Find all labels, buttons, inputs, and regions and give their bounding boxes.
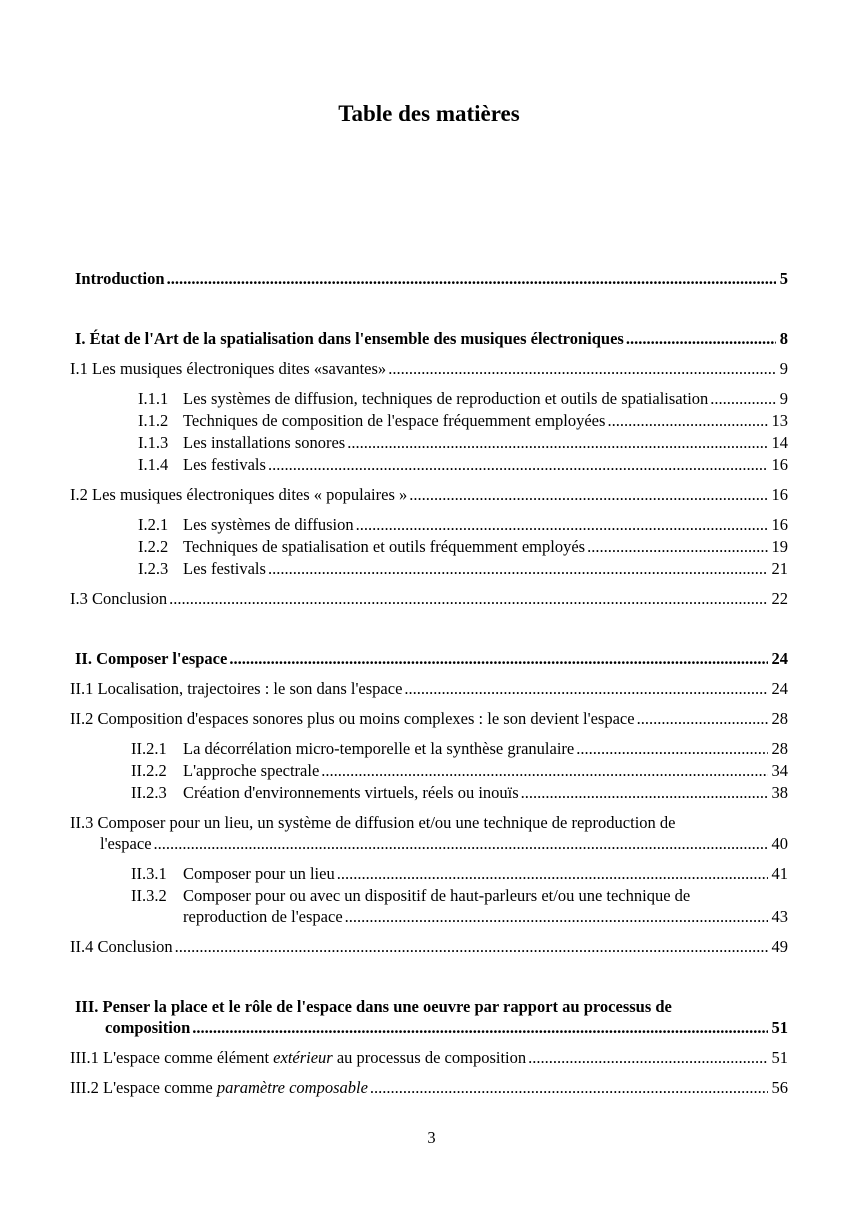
dot-leader	[229, 648, 767, 669]
entry-page-number: 22	[771, 589, 788, 608]
entry-text-part: L'approche spectrale	[183, 761, 320, 780]
toc-line	[75, 1017, 788, 1038]
entry-number: II.3.2	[131, 886, 167, 905]
entry-page-number: 14	[771, 433, 788, 452]
page-footer-number: 3	[427, 1128, 436, 1147]
toc-line	[70, 558, 788, 579]
entry-text	[183, 514, 354, 535]
toc-entry	[70, 484, 788, 505]
entry-text	[70, 678, 402, 699]
entry-page-number: 41	[771, 864, 788, 883]
entry-text-part: Les installations sonores	[183, 433, 346, 452]
toc-line	[70, 1047, 788, 1068]
entry-text	[70, 708, 635, 729]
toc-line	[70, 782, 788, 803]
toc-line	[70, 388, 788, 409]
toc-entry	[70, 648, 788, 669]
toc-line	[70, 454, 788, 475]
toc-entry	[70, 410, 788, 431]
toc-entry	[70, 812, 788, 854]
entry-page-number: 51	[771, 1018, 788, 1037]
dot-leader	[192, 1017, 767, 1038]
entry-page-number: 49	[771, 937, 788, 956]
entry-text-italic: paramètre composable	[216, 1078, 368, 1097]
toc-entry	[70, 738, 788, 759]
entry-number: I.2.2	[138, 537, 169, 556]
entry-text	[100, 833, 152, 854]
dot-leader	[607, 410, 767, 431]
entry-text	[75, 328, 624, 349]
entry-number: I.1.3	[138, 433, 169, 452]
dot-leader	[321, 760, 767, 781]
entry-page-number: 16	[771, 515, 788, 534]
entry-text-part: II.1 Localisation, trajectoires : le son dans l'espace	[70, 679, 403, 698]
entry-text-part: Les systèmes de diffusion	[183, 515, 354, 534]
entry-page-number: 13	[771, 411, 788, 430]
toc-line	[70, 885, 788, 906]
entry-text	[183, 738, 574, 759]
dot-leader	[337, 863, 768, 884]
entry-page-number: 9	[779, 359, 788, 378]
toc-line	[70, 906, 788, 927]
dot-leader	[356, 514, 768, 535]
dot-leader	[347, 432, 767, 453]
dot-leader	[345, 906, 768, 927]
toc-line	[70, 812, 788, 833]
toc-entry	[70, 432, 788, 453]
toc-line	[75, 648, 788, 669]
dot-leader	[169, 588, 767, 609]
toc-line	[70, 936, 788, 957]
entry-text	[183, 760, 319, 781]
toc-line	[70, 678, 788, 699]
toc-line	[70, 514, 788, 535]
toc-line	[70, 432, 788, 453]
entry-text-part: I.2 Les musiques électroniques dites « populaires »	[70, 485, 408, 504]
entry-text-part: composition	[105, 1018, 191, 1037]
entry-text	[70, 936, 173, 957]
entry-page-number: 56	[771, 1078, 788, 1097]
dot-leader	[587, 536, 767, 557]
dot-leader	[388, 358, 776, 379]
entry-text	[70, 1047, 526, 1068]
entry-text	[70, 484, 407, 505]
toc-entry	[70, 936, 788, 957]
entry-text-part: Composer pour ou avec un dispositif de haut-parleurs et/ou une technique de	[183, 886, 691, 905]
entry-text	[75, 268, 165, 289]
entry-page-number: 34	[771, 761, 788, 780]
entry-text	[70, 1077, 368, 1098]
entry-text	[183, 885, 690, 906]
entry-page-number: 43	[771, 907, 788, 926]
dot-leader	[626, 328, 776, 349]
entry-page-number: 51	[771, 1048, 788, 1067]
entry-text-italic: extérieur	[273, 1048, 333, 1067]
dot-leader	[268, 454, 768, 475]
entry-page-number: 38	[771, 783, 788, 802]
toc-entry	[70, 885, 788, 927]
toc-entry	[70, 268, 788, 289]
dot-leader	[370, 1077, 768, 1098]
entry-text-part: I.3 Conclusion	[70, 589, 168, 608]
entry-text-part: Les systèmes de diffusion, techniques de reproduction et outils de spatialisation	[183, 389, 709, 408]
toc-entry	[70, 996, 788, 1038]
toc-entry	[70, 454, 788, 475]
entry-text-part: Techniques de spatialisation et outils fréquemment employés	[183, 537, 586, 556]
entry-text-part: Techniques de composition de l'espace fréquemment employées	[183, 411, 606, 430]
toc-entry	[70, 514, 788, 535]
dot-leader	[175, 936, 768, 957]
dot-leader	[268, 558, 768, 579]
entry-number: II.2.2	[131, 761, 167, 780]
entry-text-part: II.3 Composer pour un lieu, un système de diffusion et/ou une technique de reproduction de	[70, 813, 676, 832]
toc-entry	[70, 708, 788, 729]
toc-line	[70, 863, 788, 884]
toc-line	[70, 358, 788, 379]
entry-text	[70, 812, 675, 833]
toc-entry	[70, 1077, 788, 1098]
entry-text-part: Composer pour un lieu	[183, 864, 335, 883]
entry-number: I.1.4	[138, 455, 169, 474]
toc-entry	[70, 358, 788, 379]
entry-number: I.1.2	[138, 411, 169, 430]
entry-text	[105, 1017, 190, 1038]
entry-text	[75, 996, 672, 1017]
entry-page-number: 24	[771, 649, 788, 668]
toc-entry	[70, 388, 788, 409]
entry-text	[183, 863, 335, 884]
entry-page-number: 40	[771, 834, 788, 853]
entry-text	[183, 906, 343, 927]
entry-page-number: 16	[771, 485, 788, 504]
entry-page-number: 16	[771, 455, 788, 474]
entry-text-part: Création d'environnements virtuels, réels ou inouïs	[183, 783, 519, 802]
toc-line	[75, 268, 788, 289]
toc-entry	[70, 588, 788, 609]
entry-text	[183, 536, 585, 557]
entry-text-part: III. Penser la place et le rôle de l'espace dans une oeuvre par rapport au processus de	[75, 997, 672, 1016]
entry-page-number: 24	[771, 679, 788, 698]
entry-text-part: reproduction de l'espace	[183, 907, 343, 926]
entry-text	[70, 588, 167, 609]
entry-number: I.1.1	[138, 389, 169, 408]
toc-entry	[70, 760, 788, 781]
toc-entry	[70, 1047, 788, 1068]
entry-page-number: 5	[779, 269, 788, 288]
entry-page-number: 28	[771, 709, 788, 728]
toc-list	[70, 268, 788, 1098]
toc-line	[70, 410, 788, 431]
toc-line	[70, 708, 788, 729]
dot-leader	[167, 268, 776, 289]
entry-text-part: III.1 L'espace comme élément	[70, 1048, 274, 1067]
entry-text-part: II.2 Composition d'espaces sonores plus ou moins complexes : le son devient l'espace	[70, 709, 635, 728]
entry-text-part: III.2 L'espace comme	[70, 1078, 217, 1097]
entry-text-part: II.4 Conclusion	[70, 937, 173, 956]
dot-leader	[404, 678, 767, 699]
entry-text-part: Les festivals	[183, 559, 266, 578]
entry-number: II.3.1	[131, 864, 167, 883]
entry-page-number: 9	[779, 389, 788, 408]
entry-text-part: Introduction	[75, 269, 165, 288]
entry-text	[183, 454, 266, 475]
entry-number: I.2.3	[138, 559, 169, 578]
entry-text	[183, 410, 605, 431]
toc-entry	[70, 328, 788, 349]
entry-number: II.2.1	[131, 739, 167, 758]
entry-page-number: 28	[771, 739, 788, 758]
toc-line	[70, 1077, 788, 1098]
entry-text-part: Les festivals	[183, 455, 266, 474]
entry-number: II.2.3	[131, 783, 167, 802]
toc-entry	[70, 863, 788, 884]
dot-leader	[528, 1047, 767, 1068]
toc-entry	[70, 536, 788, 557]
entry-text-part: l'espace	[100, 834, 152, 853]
entry-number: I.2.1	[138, 515, 169, 534]
toc-line	[70, 738, 788, 759]
entry-text-part: La décorrélation micro-temporelle et la synthèse granulaire	[183, 739, 575, 758]
toc-line	[70, 588, 788, 609]
dot-leader	[409, 484, 767, 505]
dot-leader	[521, 782, 768, 803]
toc-line	[70, 484, 788, 505]
dot-leader	[637, 708, 768, 729]
dot-leader	[710, 388, 775, 409]
toc-line	[75, 996, 788, 1017]
toc-line	[70, 536, 788, 557]
entry-text	[183, 782, 519, 803]
toc-line	[70, 760, 788, 781]
entry-text	[183, 388, 708, 409]
dot-leader	[576, 738, 767, 759]
entry-text	[183, 432, 345, 453]
entry-text	[183, 558, 266, 579]
page-title: Table des matières	[338, 101, 520, 126]
entry-text-part: I. État de l'Art de la spatialisation dans l'ensemble des musiques électroniques	[75, 329, 624, 348]
entry-text	[75, 648, 227, 669]
toc-entry	[70, 558, 788, 579]
entry-text-part: au processus de composition	[332, 1048, 527, 1067]
toc-entry	[70, 782, 788, 803]
entry-page-number: 21	[771, 559, 788, 578]
entry-page-number: 8	[779, 329, 788, 348]
dot-leader	[154, 833, 768, 854]
entry-page-number: 19	[771, 537, 788, 556]
toc-line	[70, 833, 788, 854]
entry-text	[70, 358, 386, 379]
toc-entry	[70, 678, 788, 699]
toc-line	[75, 328, 788, 349]
entry-text-part: II. Composer l'espace	[75, 649, 228, 668]
entry-text-part: I.1 Les musiques électroniques dites «savantes»	[70, 359, 387, 378]
